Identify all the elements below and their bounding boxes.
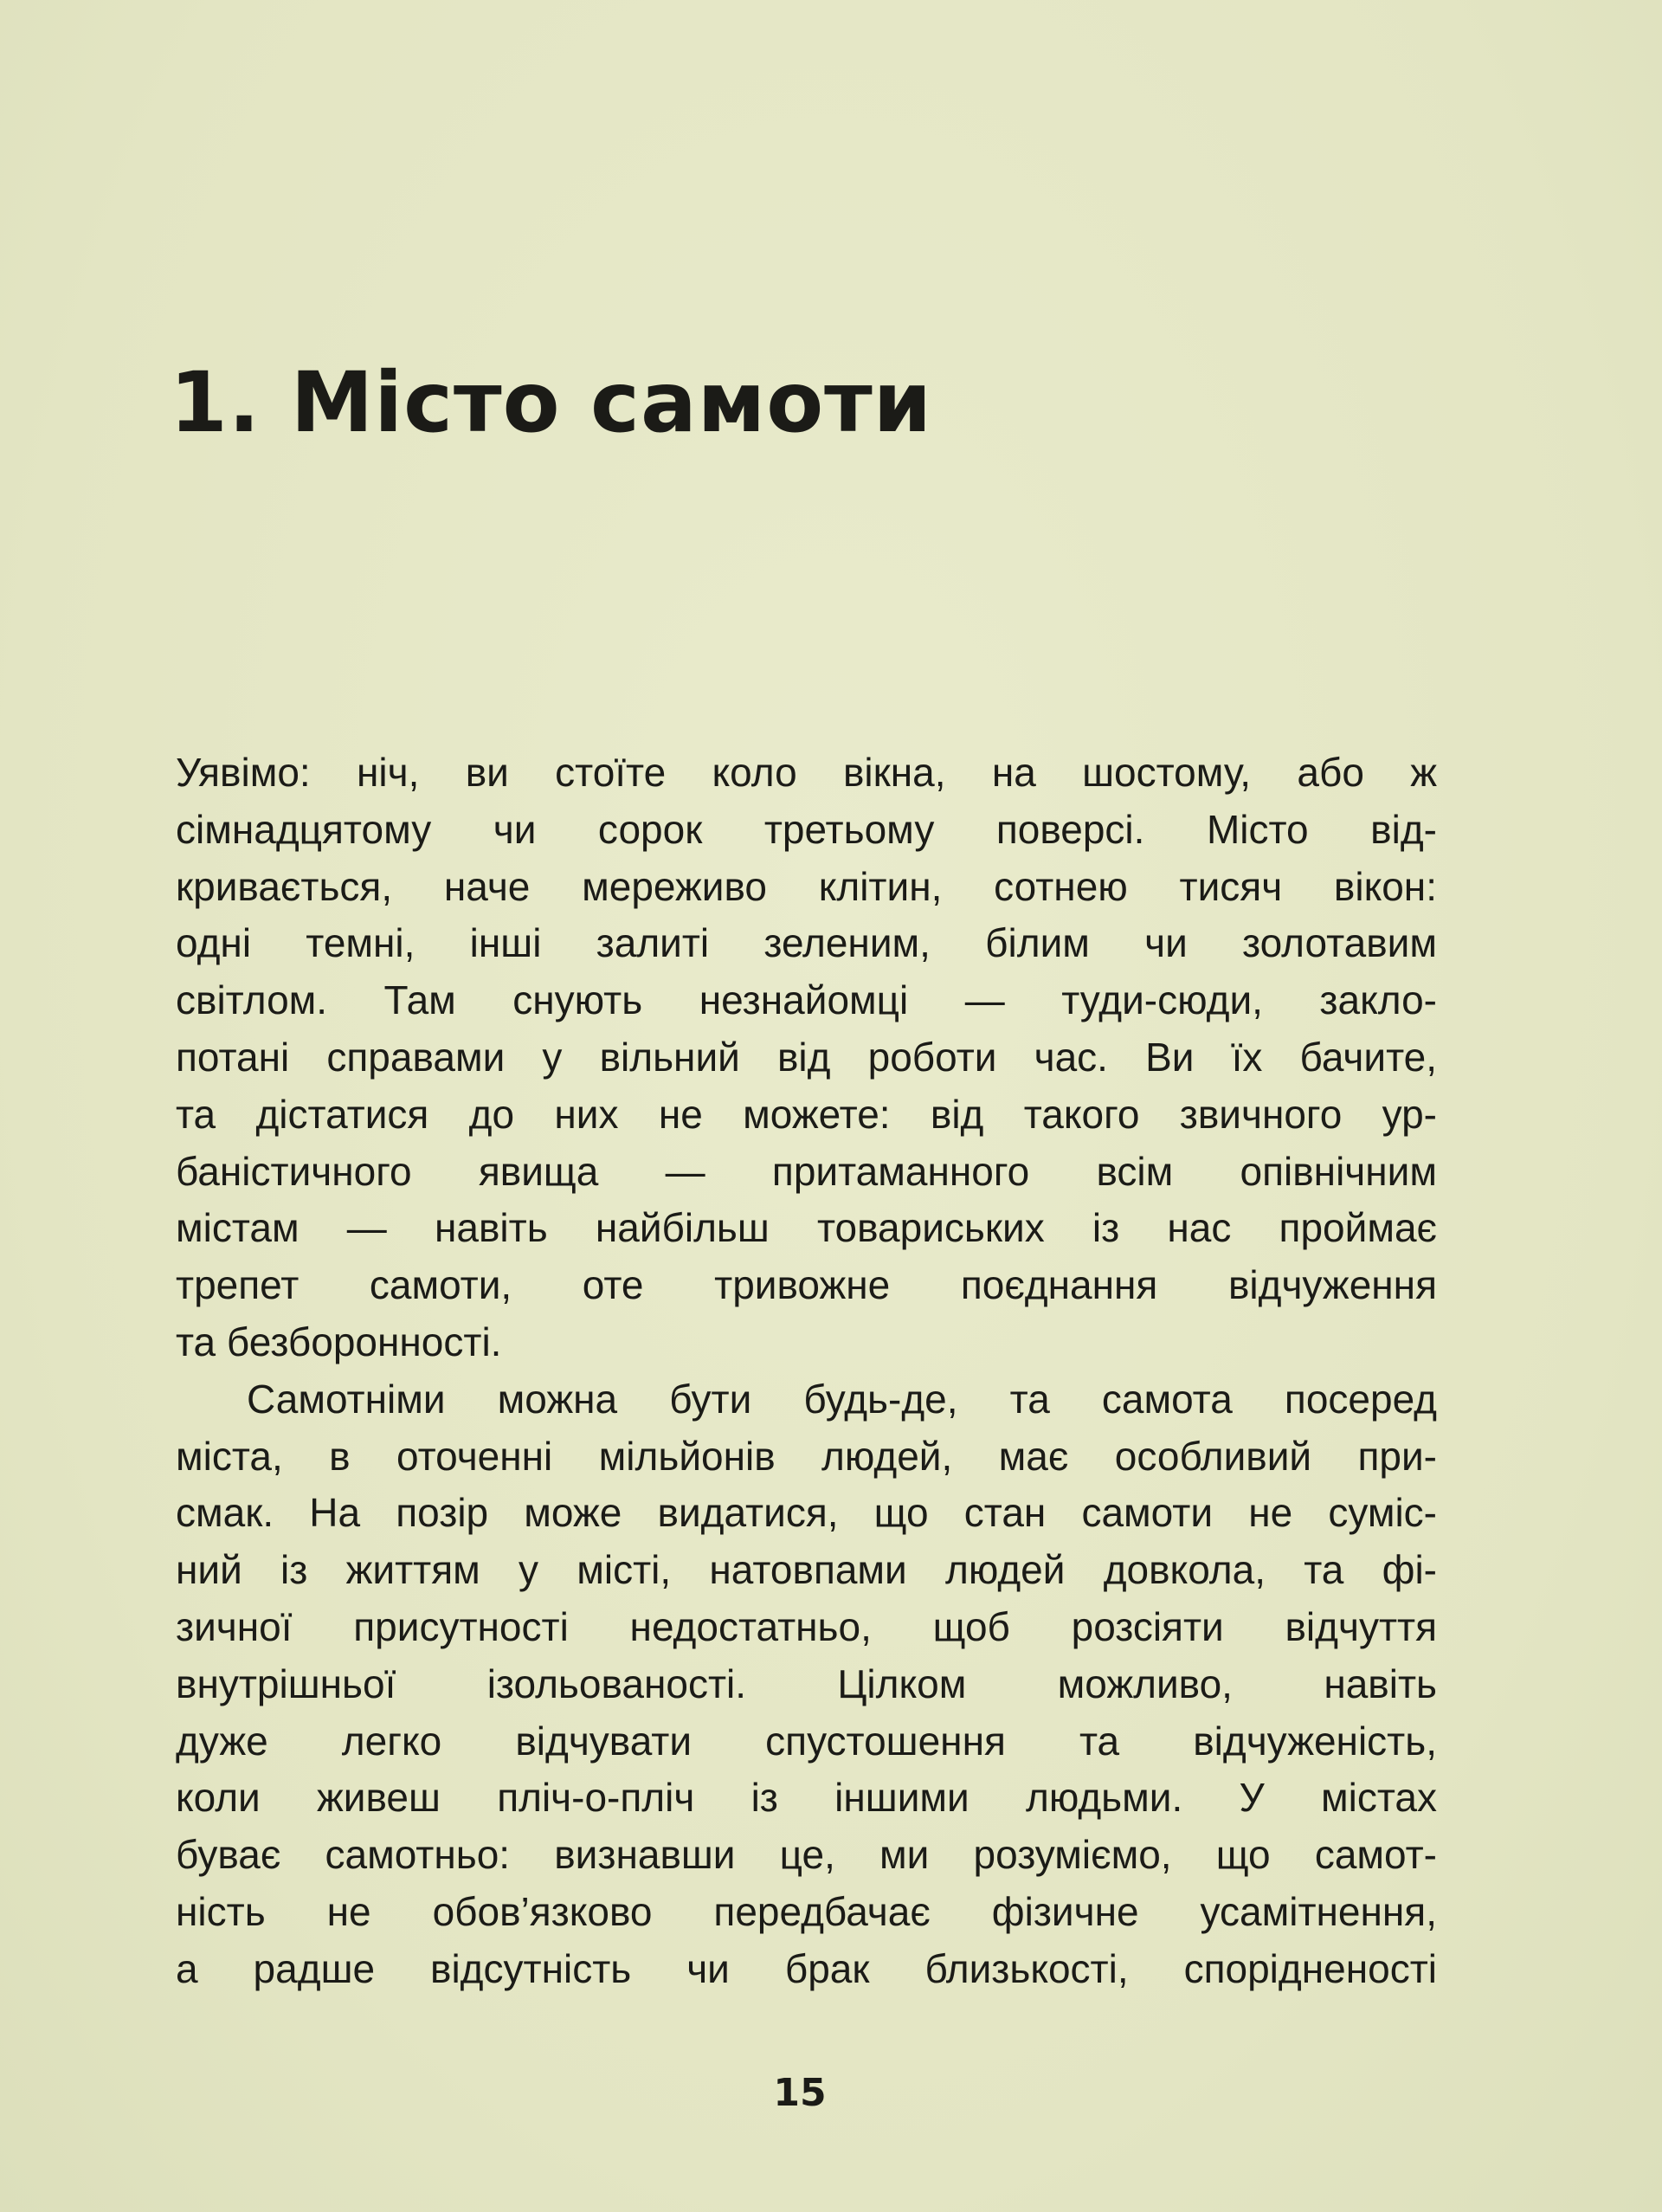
chapter-title: 1. Місто самоти: [170, 354, 933, 451]
text-line: внутрішньої ізольованості. Цілком можливо, навіть: [176, 1661, 1437, 1706]
text-line: дуже легко відчувати спустошення та відчуженість,: [176, 1718, 1437, 1764]
paragraph-2: [176, 1371, 1437, 1998]
text-line: а радше відсутність чи брак близькості, спорідненості: [176, 1945, 1437, 1991]
body-text: [176, 745, 1437, 1998]
text-line: Уявімо: ніч, ви стоїте коло вікна, на шостому, або ж: [176, 750, 1437, 795]
text-line: кривається, наче мереживо клітин, сотнею тисяч вікон:: [176, 863, 1437, 909]
text-line: буває самотньо: визнавши це, ми розуміємо, що самот-: [176, 1832, 1437, 1878]
paragraph-1: [176, 745, 1437, 1371]
text-line: трепет самоти, оте тривожне поєднання відчуження: [176, 1262, 1437, 1308]
text-line: Самотніми можна бути будь-де, та самота посеред: [247, 1376, 1437, 1422]
text-line: світлом. Там снують незнайомці — туди-сюди, закло-: [176, 977, 1437, 1023]
text-line: коли живеш пліч-о-пліч із іншими людьми. У містах: [176, 1775, 1437, 1821]
text-line: сімнадцятому чи сорок третьому поверсі. Місто від-: [176, 806, 1437, 852]
text-line: потані справами у вільний від роботи час. Ви їх бачите,: [176, 1034, 1437, 1080]
page-number: 15: [773, 2071, 827, 2115]
text-line: смак. На позір може видатися, що стан самоти не суміс-: [176, 1490, 1437, 1536]
text-line: міста, в оточенні мільйонів людей, має особливий при-: [176, 1433, 1437, 1479]
text-line: зичної присутності недостатньо, щоб розсіяти відчуття: [176, 1603, 1437, 1649]
text-line: та дістатися до них не можете: від такого звичного ур-: [176, 1091, 1437, 1137]
text-line: містам — навіть найбільш товариських із нас проймає: [176, 1205, 1437, 1251]
text-line: ність не обов’язково передбачає фізичне усамітнення,: [176, 1888, 1437, 1934]
text-line: баністичного явища — притаманного всім опівнічним: [176, 1148, 1437, 1194]
text-line: одні темні, інші залиті зеленим, білим чи золотавим: [176, 920, 1437, 966]
text-line: та безборонності.: [176, 1319, 502, 1364]
text-line: ний із життям у місті, натовпами людей довкола, та фі-: [176, 1547, 1437, 1593]
